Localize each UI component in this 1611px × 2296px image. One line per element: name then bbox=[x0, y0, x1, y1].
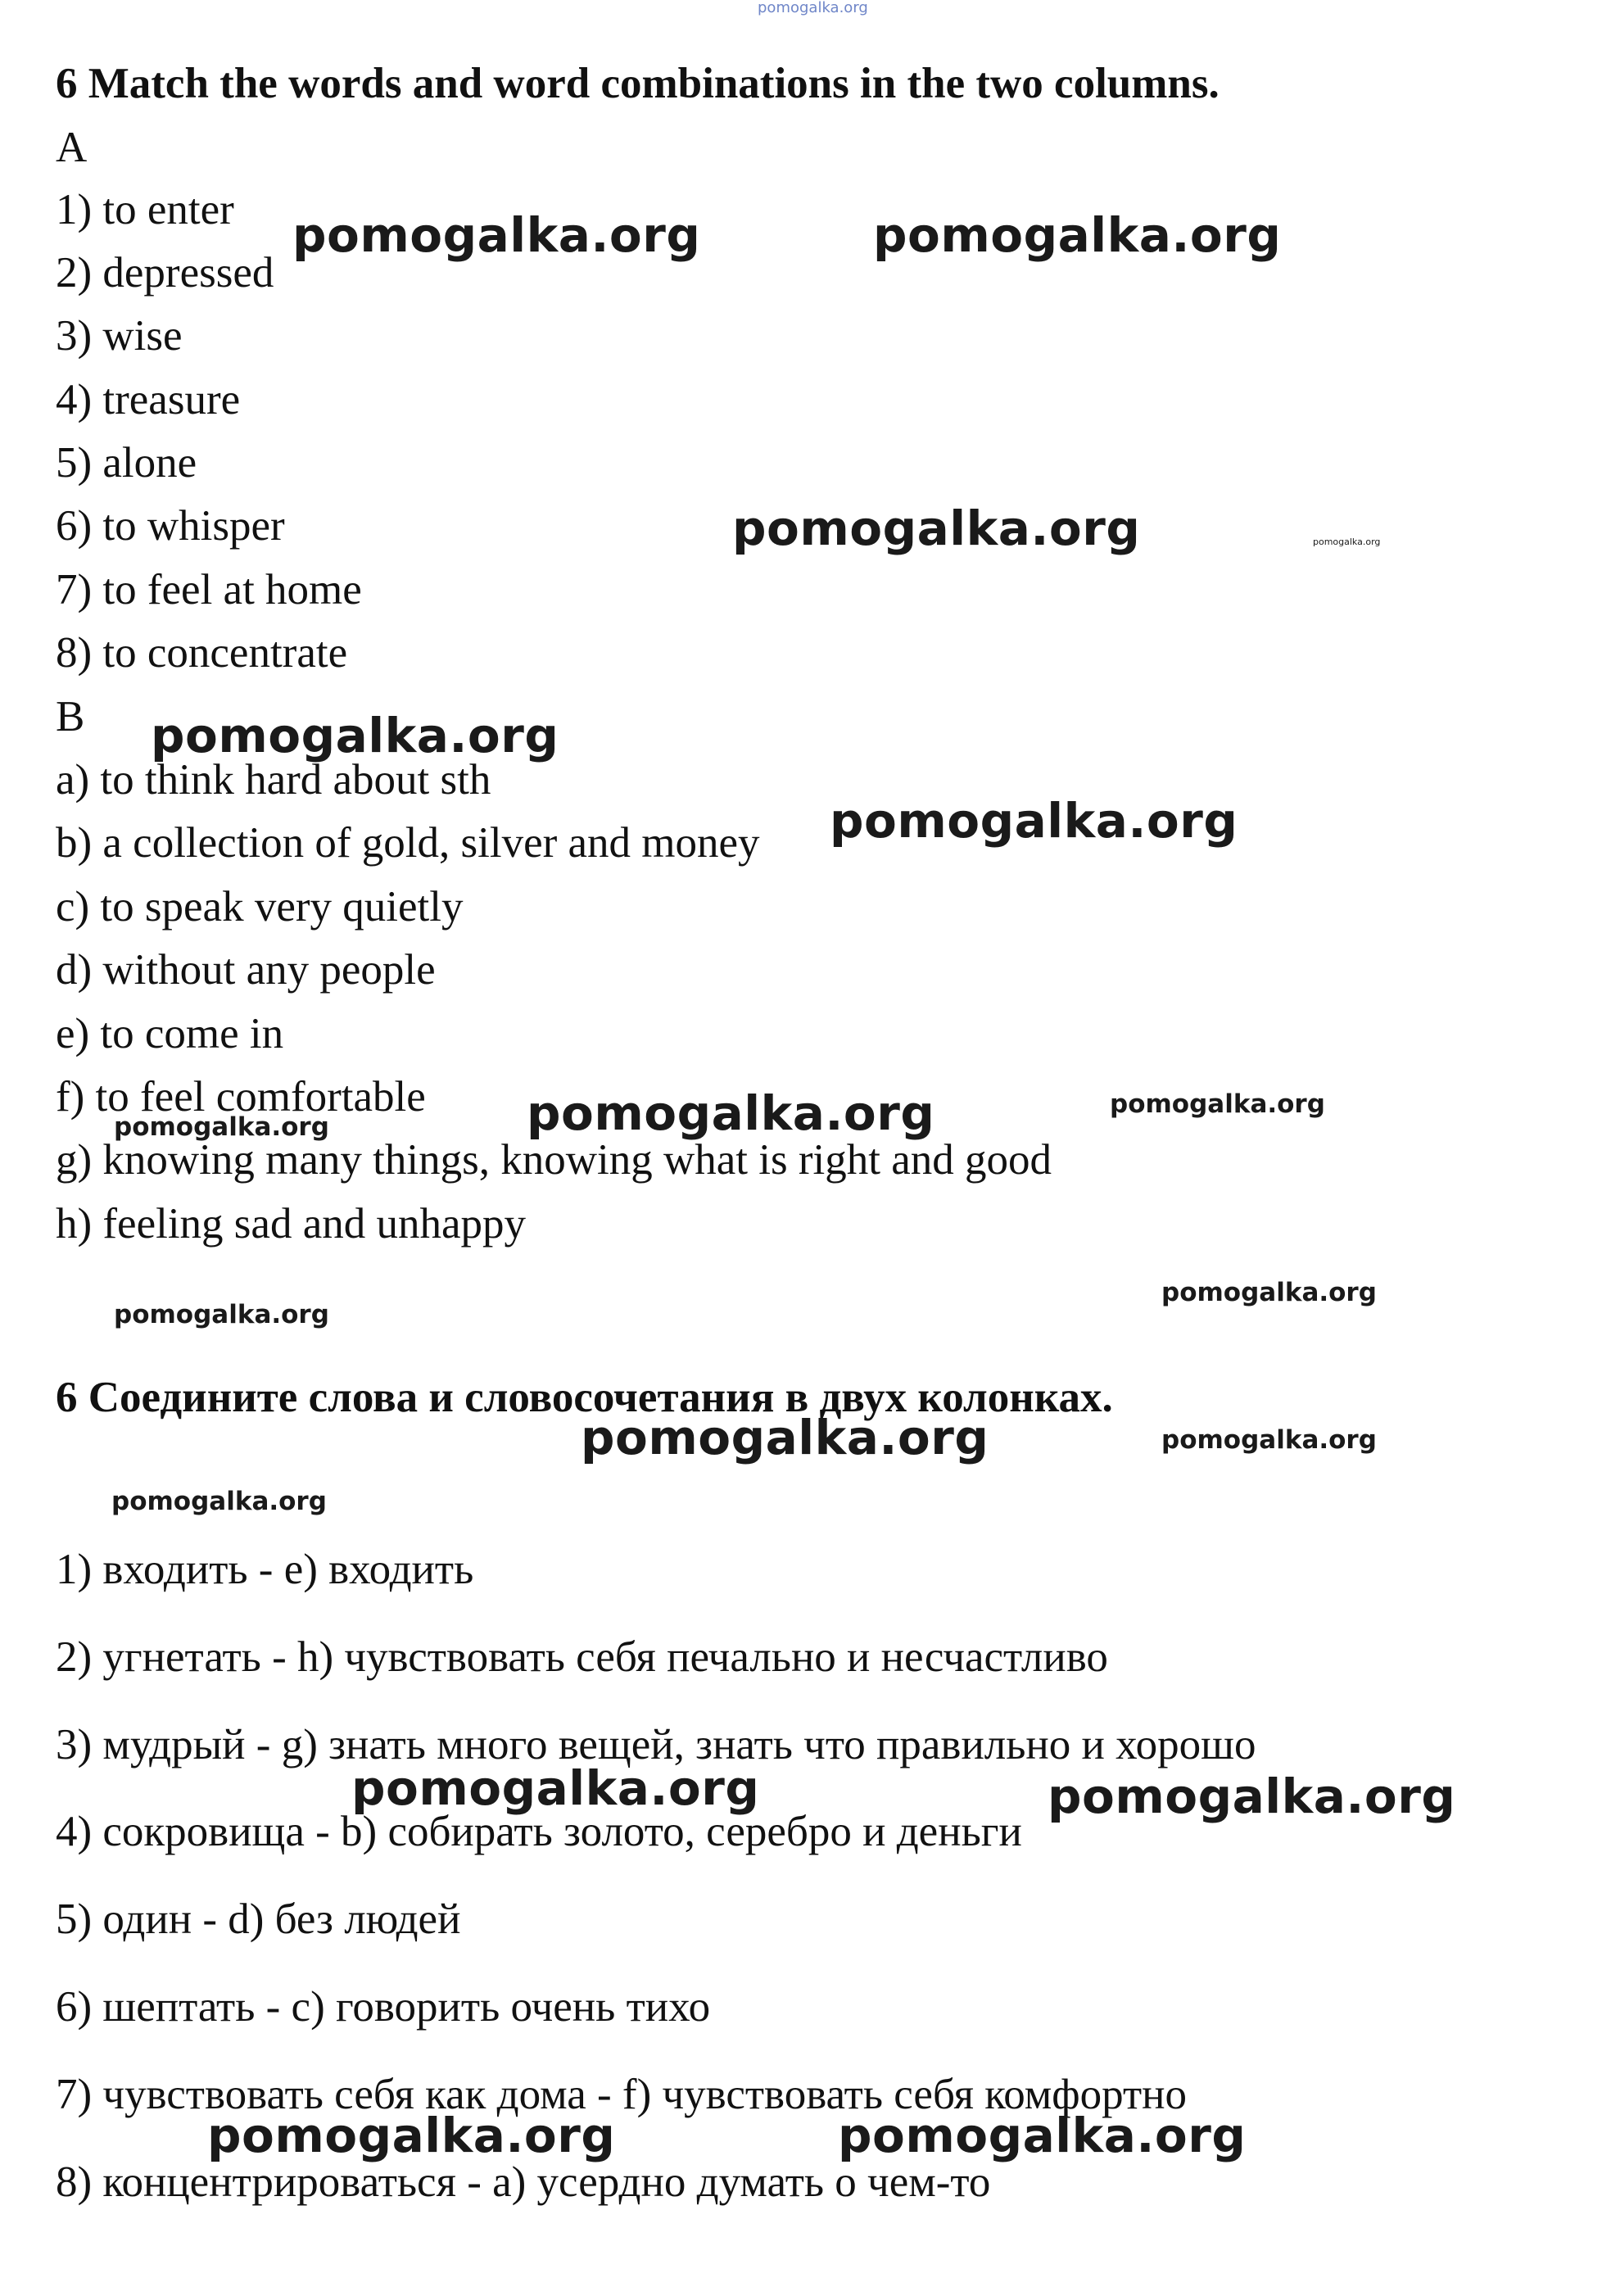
column-a-label: A bbox=[56, 124, 88, 171]
answer-line: 6) шептать - c) говорить очень тихо bbox=[56, 1983, 711, 2031]
column-b-item: e) to come in bbox=[56, 1010, 284, 1057]
column-b-item: f) to feel comfortable bbox=[56, 1073, 426, 1121]
column-a-item: 2) depressed bbox=[56, 249, 274, 297]
watermark: pomogalka.org bbox=[1313, 537, 1381, 547]
watermark: pomogalka.org bbox=[351, 1760, 760, 1816]
column-a-item: 4) treasure bbox=[56, 376, 241, 423]
column-a-item: 1) to enter bbox=[56, 186, 234, 233]
watermark: pomogalka.org bbox=[1161, 1425, 1377, 1455]
answer-line: 4) сокровища - b) собирать золото, серебро и деньги bbox=[56, 1808, 1022, 1855]
watermark: pomogalka.org bbox=[1110, 1089, 1325, 1119]
watermark: pomogalka.org bbox=[114, 1300, 329, 1329]
column-b-item: b) a collection of gold, silver and money bbox=[56, 819, 760, 867]
answer-line: 3) мудрый - g) знать много вещей, знать что правильно и хорошо bbox=[56, 1721, 1256, 1768]
column-a-item: 6) to whisper bbox=[56, 502, 285, 550]
column-b-item: h) feeling sad and unhappy bbox=[56, 1200, 526, 1248]
column-a-item: 5) alone bbox=[56, 439, 197, 487]
answer-line: 2) угнетать - h) чувствовать себя печально и несчастливо bbox=[56, 1633, 1108, 1681]
watermark: pomogalka.org bbox=[1161, 1278, 1377, 1307]
answer-line: 7) чувствовать себя как дома - f) чувствовать себя комфортно bbox=[56, 2071, 1187, 2118]
column-b-item: c) to speak very quietly bbox=[56, 883, 464, 931]
watermark: pomogalka.org bbox=[111, 1487, 327, 1516]
answer-line: 5) один - d) без людей bbox=[56, 1895, 461, 1943]
column-b-item: g) knowing many things, knowing what is right and good bbox=[56, 1136, 1052, 1184]
answer-line: 8) концентрироваться - a) усердно думать о чем-то bbox=[56, 2158, 991, 2206]
watermark: pomogalka.org bbox=[581, 1410, 989, 1465]
column-b-item: a) to think hard about sth bbox=[56, 756, 491, 804]
column-b-label: B bbox=[56, 693, 85, 740]
column-b-item: d) without any people bbox=[56, 946, 436, 994]
watermark: pomogalka.org bbox=[151, 708, 559, 763]
watermark: pomogalka.org bbox=[114, 1112, 329, 1142]
watermark: pomogalka.org bbox=[838, 2108, 1247, 2163]
watermark: pomogalka.org bbox=[830, 793, 1238, 849]
watermark: pomogalka.org bbox=[292, 207, 701, 263]
watermark: pomogalka.org bbox=[527, 1085, 935, 1141]
column-a-item: 8) to concentrate bbox=[56, 629, 348, 677]
column-a-item: 3) wise bbox=[56, 312, 183, 360]
exercise-title-ru: 6 Соедините слова и словосочетания в двух колонках. bbox=[56, 1374, 1113, 1421]
watermark: pomogalka.org bbox=[873, 207, 1282, 263]
watermark: pomogalka.org bbox=[732, 500, 1141, 556]
exercise-title-en: 6 Match the words and word combinations in the two columns. bbox=[56, 60, 1220, 107]
watermark: pomogalka.org bbox=[1048, 1768, 1456, 1824]
watermark: pomogalka.org bbox=[207, 2108, 616, 2163]
column-a-item: 7) to feel at home bbox=[56, 566, 362, 614]
watermark: pomogalka.org bbox=[758, 0, 868, 16]
answer-line: 1) входить - e) входить bbox=[56, 1546, 474, 1593]
